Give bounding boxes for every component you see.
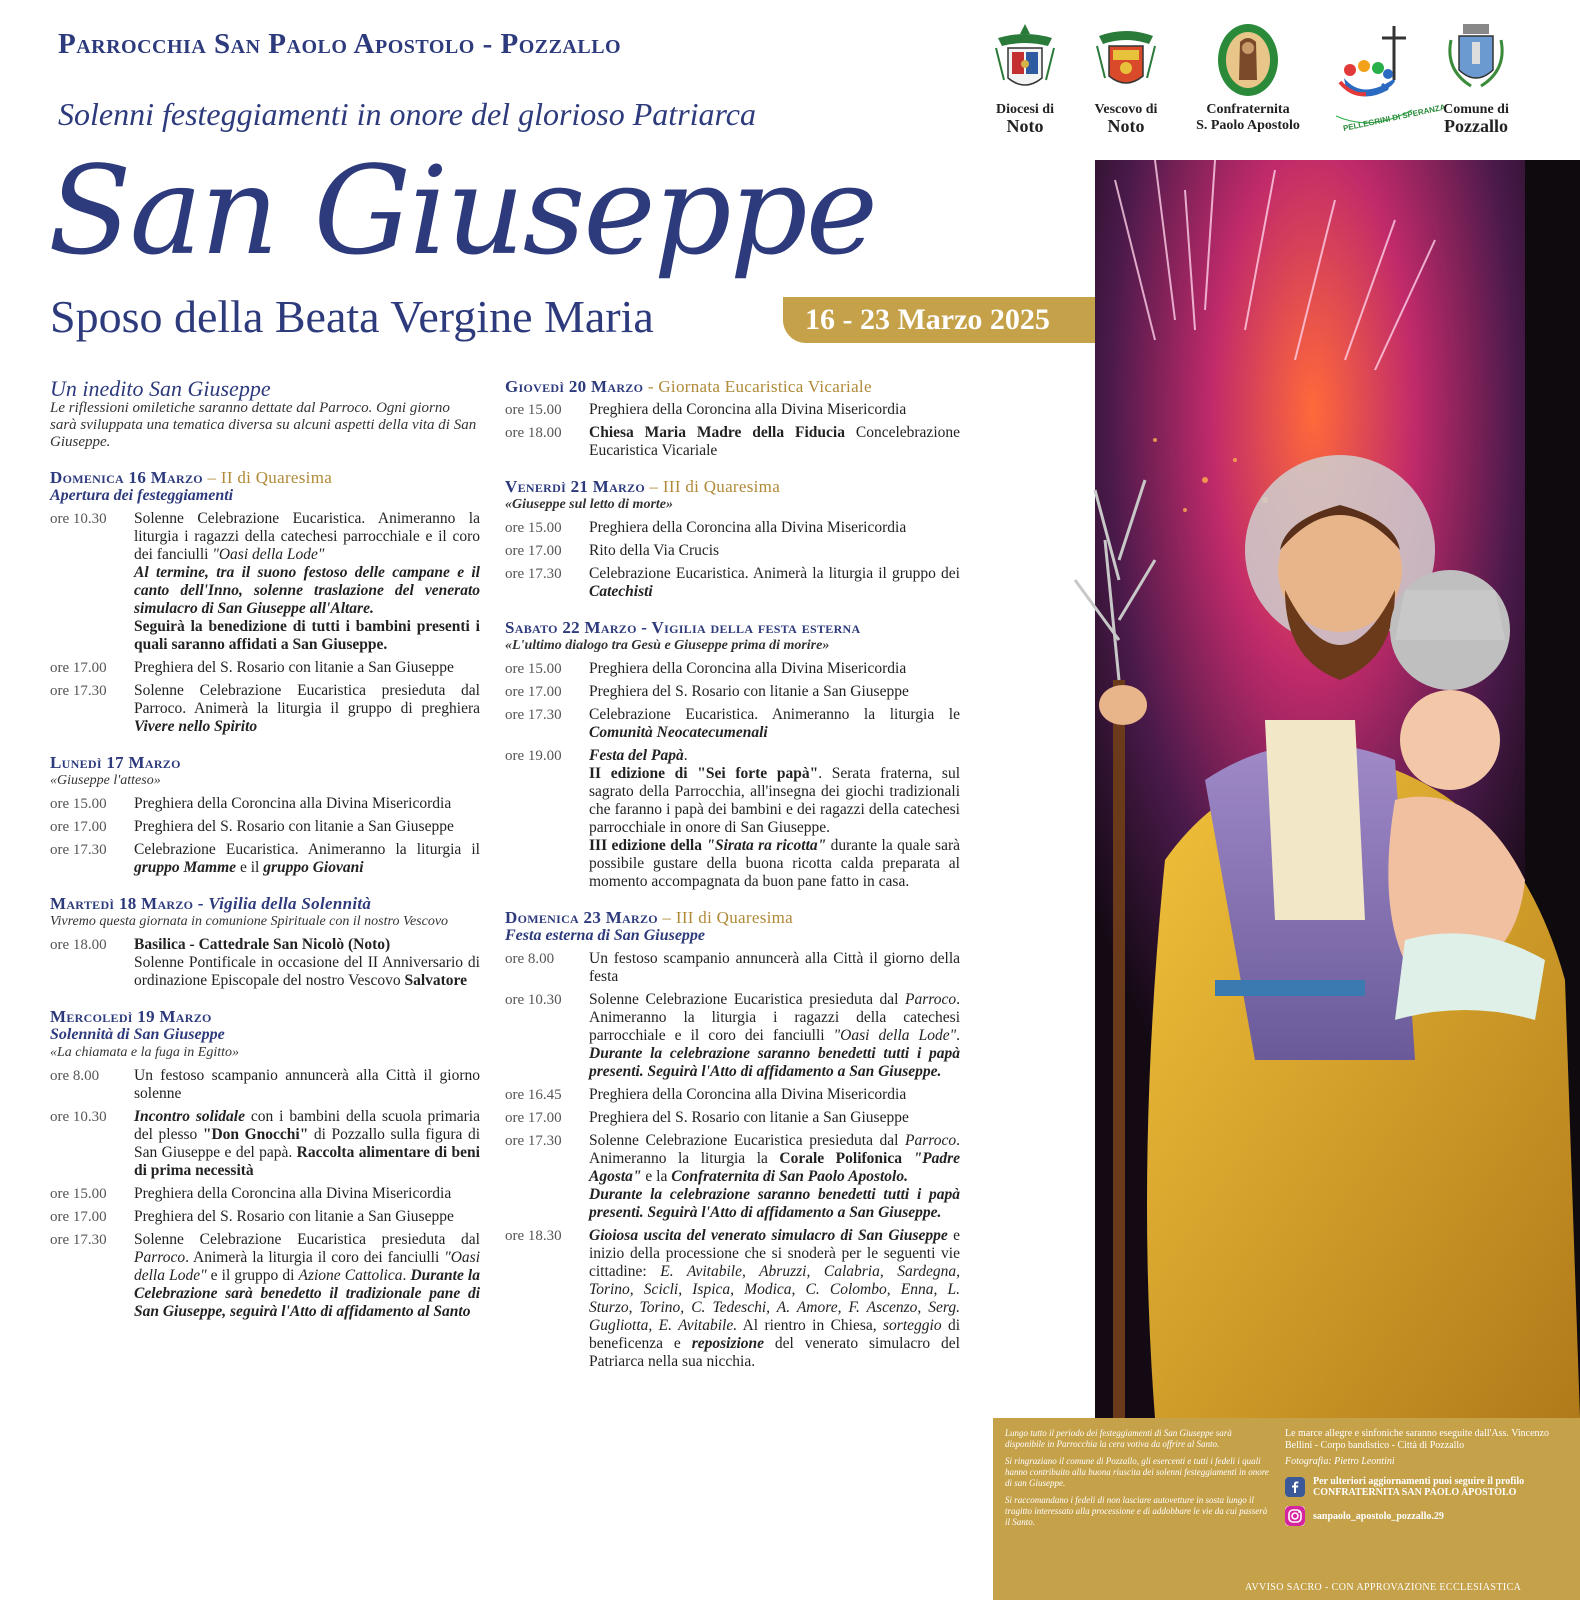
event-time: ore 17.30 <box>50 842 107 858</box>
event-row <box>505 950 960 986</box>
event-row <box>50 795 480 813</box>
day-date: Domenica 16 Marzo <box>50 468 203 487</box>
info-note: Si raccomandano i fedeli di non lasciare autovetture in sosta lungo il tragitto interessato alla processione e di addobbare le vie da cui passerà il Santo. <box>1005 1495 1268 1527</box>
schedule-right-column <box>505 378 960 1371</box>
event-row <box>505 1086 960 1104</box>
event-time: ore 17.00 <box>50 819 107 835</box>
event-time: ore 17.30 <box>50 1232 107 1248</box>
footer-note: AVVISO SACRO - CON APPROVAZIONE ECCLESIASTICA <box>1245 1582 1522 1593</box>
event-time: ore 10.30 <box>505 992 562 1008</box>
day-theme: Apertura dei festeggiamenti <box>50 487 234 504</box>
intro-title: Un inedito San Giuseppe <box>50 376 271 401</box>
diocese-crest-icon <box>990 20 1060 102</box>
event-time: ore 18.00 <box>505 425 562 441</box>
day-heading: Domenica 16 Marzo – II di Quaresima <box>50 468 333 487</box>
day-section <box>505 378 960 460</box>
logo-caption-line2: Noto <box>1107 116 1145 136</box>
town-crest-icon <box>1441 20 1511 102</box>
event-text: Preghiera del S. Rosario con litanie a San Giuseppe <box>589 683 909 700</box>
town-logo <box>1434 20 1518 137</box>
day-date: Giovedì 20 Marzo <box>505 377 644 396</box>
event-row <box>505 1109 960 1127</box>
event-time: ore 8.00 <box>505 951 555 967</box>
schedule-left-column <box>50 376 480 1321</box>
day-section <box>50 1008 480 1321</box>
event-text: Rito della Via Crucis <box>589 542 720 559</box>
event-row <box>505 424 960 460</box>
event-time: ore 17.30 <box>505 566 562 582</box>
facebook-link[interactable] <box>1285 1476 1575 1498</box>
event-time: ore 15.00 <box>505 520 562 536</box>
day-section <box>505 909 960 1371</box>
day-quote: Vivremo questa giornata in comunione Spirituale con il nostro Vescovo <box>50 914 449 929</box>
event-text: Preghiera del S. Rosario con litanie a San Giuseppe <box>134 659 454 676</box>
day-subtitle: III di Quaresima <box>675 908 794 927</box>
info-notes <box>1005 1428 1273 1534</box>
date-badge: 16 - 23 Marzo 2025 <box>783 297 1170 343</box>
event-subtitle: Solenni festeggiamenti in onore del glorioso Patriarca <box>58 96 756 132</box>
day-section <box>505 619 960 891</box>
day-quote: «Giuseppe sul letto di morte» <box>505 497 673 512</box>
day-section <box>505 478 960 601</box>
event-row <box>50 936 480 990</box>
day-section <box>50 754 480 877</box>
event-row <box>505 991 960 1081</box>
info-box <box>993 1418 1580 1600</box>
day-subtitle: III di Quaresima <box>662 477 781 496</box>
day-date: Domenica 23 Marzo <box>505 908 658 927</box>
event-text: Festa del Papà. II edizione di "Sei forte papà". Serata fraterna, sul sagrato della Parrocchia, all'insegna dei giochi tradizionali che faranno i papà dei bambini e dei ragazzi della catechesi parrocchiale in onore di San Giuseppe. III edizione della "Sirata ra ricotta" durante la quale sarà possibile gustare della buona ricotta calda preparata al momento accompagnata da buon pane fatto in casa. <box>589 747 960 890</box>
bishop-crest-icon <box>1091 20 1161 102</box>
event-time: ore 17.00 <box>505 1110 562 1126</box>
event-text: Preghiera della Coroncina alla Divina Misericordia <box>589 519 907 536</box>
event-time: ore 8.00 <box>50 1068 100 1084</box>
band-credit: Le marce allegre e sinfoniche saranno eseguite dall'Ass. Vincenzo Bellini - Corpo bandistico - Città di Pozzallo <box>1285 1428 1549 1451</box>
event-time: ore 15.00 <box>50 796 107 812</box>
event-text: Incontro solidale con i bambini della scuola primaria del plesso "Don Gnocchi" di Pozzallo sulla figura di San Giuseppe e del papà. Raccolta alimentare di beni di prima necessità <box>134 1108 480 1179</box>
event-text: Solenne Celebrazione Eucaristica. Animeranno la liturgia i ragazzi della catechesi parrocchiale e il coro dei fanciulli "Oasi della Lode" Al termine, tra il suono festoso delle campane e il canto dell'Inno, solenne traslazione del venerato simulacro di San Giuseppe all'Altare. Seguirà la benedizione di tutti i bambini presenti i quali saranno affidati a San Giuseppe. <box>134 510 480 653</box>
event-row <box>505 683 960 701</box>
event-row <box>505 542 960 560</box>
event-time: ore 17.30 <box>505 707 562 723</box>
logo-caption-line1: Vescovo di <box>1094 102 1158 117</box>
facebook-text: Per ulteriori aggiornamenti puoi seguire il profilo CONFRATERNITA SAN PAOLO APOSTOLO <box>1313 1476 1525 1498</box>
event-time: ore 15.00 <box>505 402 562 418</box>
day-date: Venerdì 21 Marzo <box>505 477 645 496</box>
event-row <box>50 1208 480 1226</box>
logo-caption-line1: Confraternita <box>1206 102 1290 117</box>
day-section <box>50 469 480 736</box>
svg-text:PELLEGRINI DI SPERANZA: PELLEGRINI DI SPERANZA <box>1342 102 1447 134</box>
event-row <box>505 1227 960 1371</box>
event-row <box>505 519 960 537</box>
day-subtitle: Giornata Eucaristica Vicariale <box>658 377 872 396</box>
day-heading: Venerdì 21 Marzo – III di Quaresima <box>505 477 781 496</box>
day-subtitle: Vigilia della festa esterna <box>651 618 861 637</box>
title-tagline: Sposo della Beata Vergine Maria <box>50 291 654 342</box>
day-heading: Lunedì 17 Marzo <box>50 753 181 772</box>
jubilee-logo <box>1322 20 1447 134</box>
sponsor-logos <box>990 20 1550 150</box>
day-theme: Festa esterna di San Giuseppe <box>505 927 706 944</box>
intro-text: Le riflessioni omiletiche saranno dettate dal Parroco. Ogni giorno sarà sviluppata una tematica diversa su alcuni aspetti della vita di San Giuseppe. <box>50 400 477 450</box>
event-text: Celebrazione Eucaristica. Animeranno la liturgia le Comunità Neocatecumenali <box>589 706 960 741</box>
event-time: ore 10.30 <box>50 1109 107 1125</box>
confraternity-logo <box>1186 20 1310 134</box>
info-note: Si ringraziano il comune di Pozzallo, gli esercenti e tutti i fedeli i quali hanno contribuito alla buona riuscita dei solenni festeggiamenti in onore di san Giuseppe. <box>1005 1456 1269 1488</box>
event-text: Chiesa Maria Madre della Fiducia Concelebrazione Eucaristica Vicariale <box>589 424 960 459</box>
event-time: ore 16.45 <box>505 1087 562 1103</box>
event-text: Preghiera del S. Rosario con litanie a San Giuseppe <box>134 1208 454 1225</box>
event-text: Celebrazione Eucaristica. Animeranno la liturgia il gruppo Mamme e il gruppo Giovani <box>134 841 480 876</box>
day-quote: «Giuseppe l'atteso» <box>50 773 161 788</box>
logo-caption-line1: Diocesi di <box>996 102 1054 117</box>
event-time: ore 18.00 <box>50 937 107 953</box>
event-text: Solenne Celebrazione Eucaristica presieduta dal Parroco. Animerà la liturgia il gruppo di preghiera Vivere nello Spirito <box>134 682 480 735</box>
event-row <box>50 510 480 654</box>
statue-photo <box>1095 160 1580 1418</box>
day-heading: Mercoledì 19 Marzo <box>50 1007 212 1026</box>
event-row <box>505 565 960 601</box>
logo-caption-line2: Noto <box>1006 116 1044 136</box>
event-row <box>505 660 960 678</box>
event-time: ore 15.00 <box>50 1186 107 1202</box>
day-quote: «L'ultimo dialogo tra Gesù e Giuseppe prima di morire» <box>505 638 830 653</box>
event-row <box>50 841 480 877</box>
confraternity-seal-icon <box>1213 20 1283 102</box>
event-text: Preghiera del S. Rosario con litanie a San Giuseppe <box>134 818 454 835</box>
day-theme: Solennità di San Giuseppe <box>50 1026 225 1043</box>
event-row <box>505 1132 960 1222</box>
event-time: ore 17.00 <box>50 1209 107 1225</box>
day-section <box>50 895 480 990</box>
event-text: Un festoso scampanio annuncerà alla Città il giorno solenne <box>134 1067 480 1102</box>
event-time: ore 17.00 <box>505 543 562 559</box>
day-quote: «La chiamata e la fuga in Egitto» <box>50 1045 239 1060</box>
event-text: Un festoso scampanio annuncerà alla Città il giorno della festa <box>589 950 960 985</box>
instagram-link[interactable] <box>1285 1506 1575 1526</box>
instagram-handle: sanpaolo_apostolo_pozzallo.29 <box>1313 1510 1444 1522</box>
day-subtitle: Vigilia della Solennità <box>208 894 372 913</box>
event-text: Celebrazione Eucaristica. Animerà la liturgia il gruppo dei Catechisti <box>589 565 960 600</box>
info-note: Lungo tutto il periodo dei festeggiamenti di San Giuseppe sarà disponibile in Parrocchia la cera votiva da offrire al Santo. <box>1005 1428 1232 1449</box>
day-subtitle: II di Quaresima <box>220 468 333 487</box>
logo-caption-line2: Pozzallo <box>1444 116 1508 136</box>
logo-caption-line1: Comune di <box>1443 102 1509 117</box>
event-text: Preghiera della Coroncina alla Divina Misericordia <box>134 795 452 812</box>
event-row <box>50 1108 480 1180</box>
day-date: Martedì 18 Marzo <box>50 894 194 913</box>
event-text: Basilica - Cattedrale San Nicolò (Noto) Solenne Pontificale in occasione del II Anniversario di ordinazione Episcopale del nostro Vescovo Salvatore <box>134 936 480 989</box>
facebook-icon <box>1285 1477 1305 1497</box>
event-time: ore 17.00 <box>50 660 107 676</box>
event-text: Gioiosa uscita del venerato simulacro di San Giuseppe e inizio della processione che si snoderà per le seguenti vie cittadine: E. Avitabile, Abruzzi, Calabria, Sardegna, Torino, Scicli, Ispica, Modica, C. Colombo, Enna, L. Sturzo, Torino, C. Tedeschi, A. Amore, F. Ascenzo, Serg. Gugliotta, E. Avitabile. Al rientro in Chiesa, sorteggio di beneficenza e reposizione del venerato simulacro del Patriarca nella sua nicchia. <box>589 1227 961 1370</box>
logo-caption-line2: S. Paolo Apostolo <box>1196 118 1300 133</box>
photo-credit: Fotografia: Pietro Leontini <box>1285 1456 1395 1467</box>
event-text: Solenne Celebrazione Eucaristica presieduta dal Parroco. Animerà la liturgia il coro dei fanciulli "Oasi della Lode" e il gruppo di Azione Cattolica. Durante la Celebrazione sarà benedetto il tradizionale pane di San Giuseppe, seguirà l'Atto di affidamento al Santo <box>134 1231 480 1320</box>
event-row <box>505 401 960 419</box>
day-heading: Martedì 18 Marzo - Vigilia della Solennità <box>50 894 372 913</box>
event-time: ore 17.00 <box>505 684 562 700</box>
instagram-icon <box>1285 1506 1305 1526</box>
event-time: ore 15.00 <box>505 661 562 677</box>
page-title: San Giuseppe <box>48 140 876 282</box>
event-text: Solenne Celebrazione Eucaristica presieduta dal Parroco. Animeranno la liturgia i ragazzi della catechesi parrocchiale e il coro dei fanciulli "Oasi della Lode". Durante la celebrazione saranno benedetti tutti i papà presenti. Seguirà l'Atto di affidamento a San Giuseppe. <box>589 991 960 1080</box>
bishop-logo <box>1088 20 1164 137</box>
event-text: Solenne Celebrazione Eucaristica presieduta dal Parroco. Animeranno la liturgia la Corale Polifonica "Padre Agosta" e la Confraternita di San Paolo Apostolo. Durante la celebrazione saranno benedetti tutti i papà presenti. Seguirà l'Atto di affidamento a San Giuseppe. <box>589 1132 960 1221</box>
statue-illustration-icon <box>1095 160 1580 1418</box>
event-time: ore 19.00 <box>505 748 562 764</box>
day-heading: Giovedì 20 Marzo - Giornata Eucaristica Vicariale <box>505 377 872 396</box>
event-time: ore 17.30 <box>50 683 107 699</box>
event-time: ore 10.30 <box>50 511 107 527</box>
event-row <box>50 1231 480 1321</box>
event-row <box>505 747 960 891</box>
day-heading: Domenica 23 Marzo – III di Quaresima <box>505 908 794 927</box>
event-text: Preghiera della Coroncina alla Divina Misericordia <box>589 660 907 677</box>
event-row <box>50 682 480 736</box>
parish-name: Parrocchia San Paolo Apostolo - Pozzallo <box>58 28 622 60</box>
jubilee-logo-icon <box>1322 20 1447 134</box>
event-text: Preghiera della Coroncina alla Divina Misericordia <box>589 1086 907 1103</box>
event-text: Preghiera della Coroncina alla Divina Misericordia <box>589 401 907 418</box>
diocese-logo <box>990 20 1060 137</box>
event-time: ore 17.30 <box>505 1133 562 1149</box>
event-row <box>50 659 480 677</box>
day-date: Sabato 22 Marzo <box>505 618 637 637</box>
event-row <box>505 706 960 742</box>
event-text: Preghiera della Coroncina alla Divina Misericordia <box>134 1185 452 1202</box>
day-heading: Sabato 22 Marzo - Vigilia della festa esterna <box>505 618 861 637</box>
event-row <box>50 1185 480 1203</box>
event-row <box>50 818 480 836</box>
event-time: ore 18.30 <box>505 1228 562 1244</box>
info-credits <box>1285 1428 1575 1526</box>
event-text: Preghiera del S. Rosario con litanie a San Giuseppe <box>589 1109 909 1126</box>
event-row <box>50 1067 480 1103</box>
